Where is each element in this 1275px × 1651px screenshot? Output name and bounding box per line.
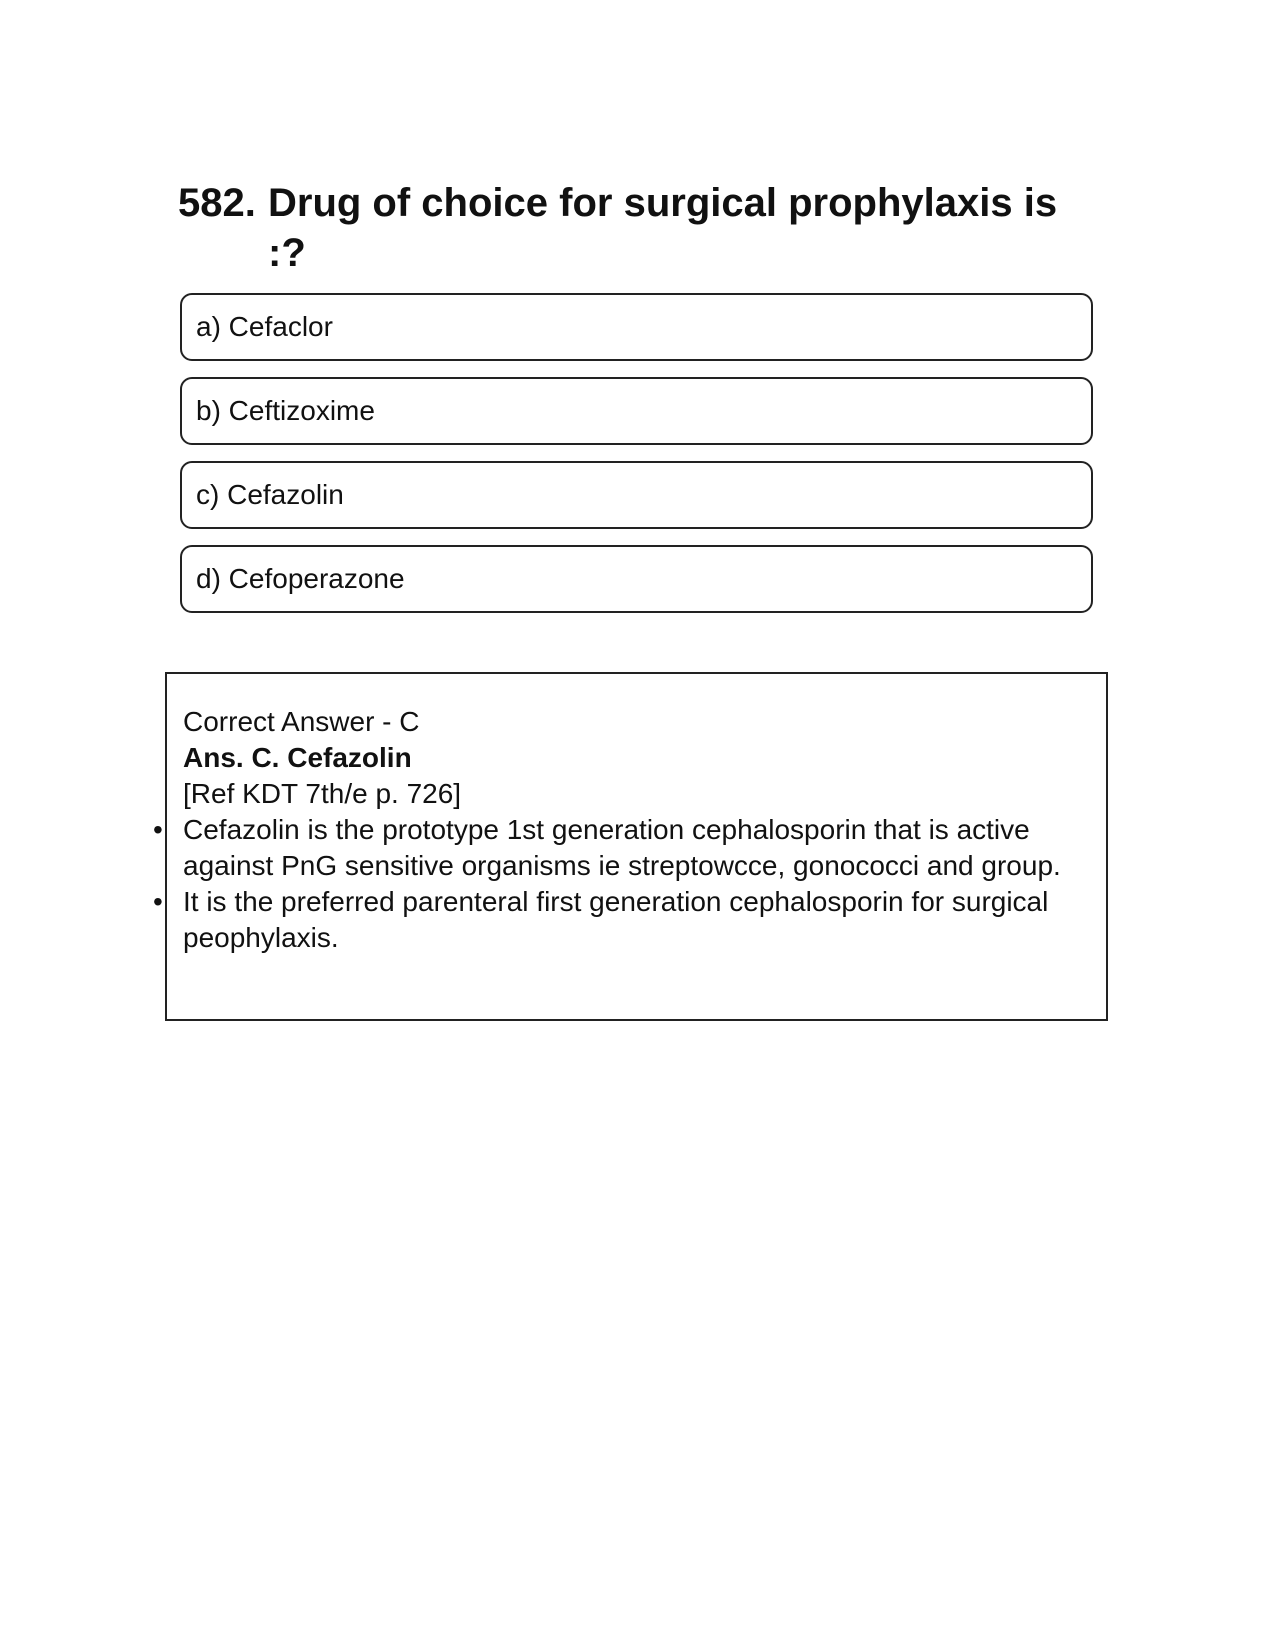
option-b[interactable] [180, 377, 1093, 445]
list-item [153, 812, 1092, 884]
options-list [180, 293, 1093, 629]
option-a[interactable] [180, 293, 1093, 361]
answer-explanation-box [153, 672, 1108, 1021]
explanation-list [153, 812, 1092, 956]
option-c[interactable] [180, 461, 1093, 529]
question-heading [178, 178, 1078, 278]
question-text: Drug of choice for surgical prophylaxis is :? [268, 181, 1058, 275]
correct-answer-text: Correct Answer - C [183, 706, 420, 737]
option-c-label: c) Cefazolin [196, 479, 344, 510]
list-item [153, 884, 1092, 956]
explanation-point-2: It is the preferred parenteral first generation cephalosporin for surgical peophylaxis. [183, 886, 1049, 953]
option-d-label: d) Cefoperazone [196, 563, 405, 594]
answer-reference: [Ref KDT 7th/e p. 726] [183, 778, 462, 809]
option-b-label: b) Ceftizoxime [196, 395, 375, 426]
question-number: 582. [178, 181, 256, 225]
bullet-icon: • [153, 814, 163, 845]
answer-title: Ans. C. Cefazolin [183, 742, 412, 773]
explanation-point-1: Cefazolin is the prototype 1st generation cephalosporin that is active against PnG sensitive organisms ie streptowcce, gonococci and group. [183, 814, 1061, 881]
option-d[interactable] [180, 545, 1093, 613]
option-a-label: a) Cefaclor [196, 311, 333, 342]
bullet-icon: • [153, 886, 163, 917]
